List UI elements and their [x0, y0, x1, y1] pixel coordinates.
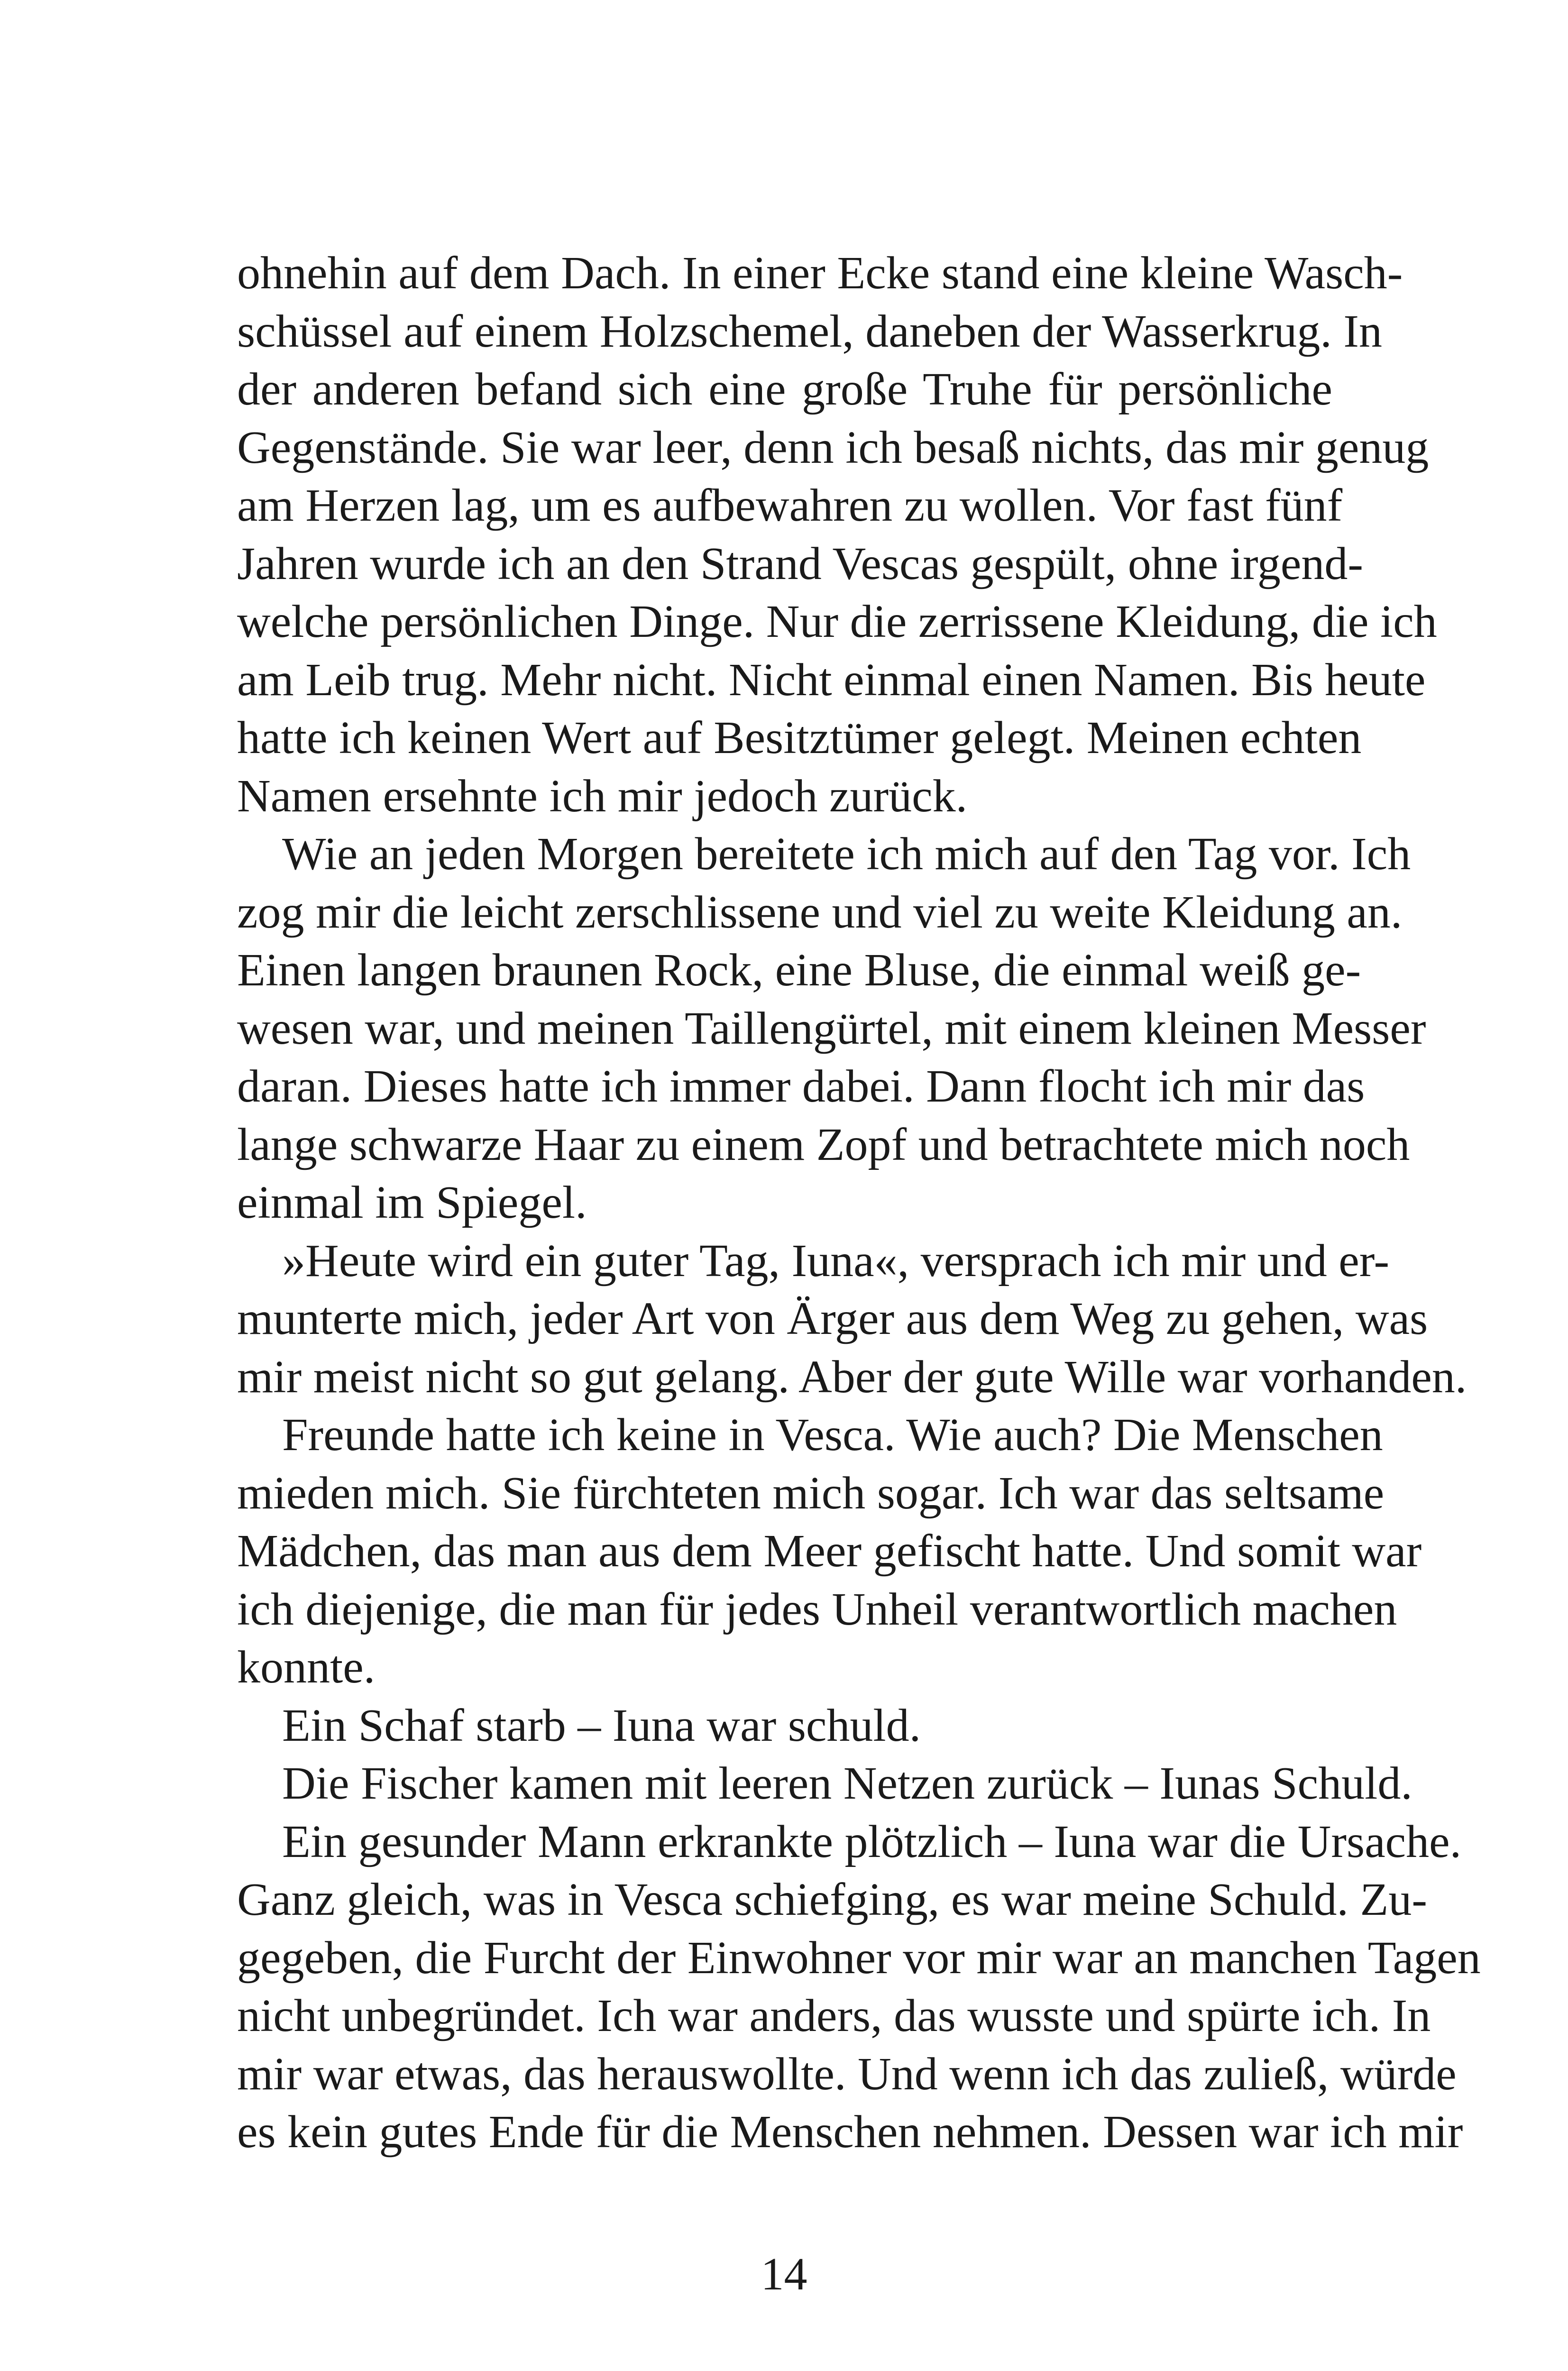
text-line: Ein gesunder Mann erkrankte plötzlich – Iuna war die Ursache. [282, 1816, 1462, 1867]
text-line: konnte. [237, 1642, 376, 1693]
text-line: ohnehin auf dem Dach. In einer Ecke stand eine kleine Wasch- [237, 248, 1403, 299]
text-line: mir war etwas, das herauswollte. Und wenn ich das zuließ, würde [237, 2049, 1457, 2100]
text-line: Einen langen braunen Rock, eine Bluse, die einmal weiß ge- [237, 945, 1361, 996]
text-line: hatte ich keinen Wert auf Besitztümer gelegt. Meinen echten [237, 712, 1362, 763]
text-line: Gegenstände. Sie war leer, denn ich besaß nichts, das mir genug [237, 422, 1429, 473]
text-line: Jahren wurde ich an den Strand Vescas gespült, ohne irgend- [237, 538, 1363, 589]
text-line: mir meist nicht so gut gelang. Aber der gute Wille war vorhanden. [237, 1351, 1467, 1403]
text-line: der anderen befand sich eine große Truhe für persönliche [237, 364, 1332, 415]
text-line: zog mir die leicht zerschlissene und viel zu weite Kleidung an. [237, 887, 1403, 938]
page-number: 14 [761, 2249, 807, 2300]
text-line: munterte mich, jeder Art von Ärger aus dem Weg zu gehen, was [237, 1293, 1428, 1344]
text-line: wesen war, und meinen Taillengürtel, mit einem kleinen Messer [237, 1003, 1426, 1054]
text-line: einmal im Spiegel. [237, 1177, 587, 1228]
text-line: gegeben, die Furcht der Einwohner vor mir war an manchen Tagen [237, 1932, 1481, 1984]
text-line: mieden mich. Sie fürchteten mich sogar. Ich war das seltsame [237, 1468, 1385, 1519]
text-line: Namen ersehnte ich mir jedoch zurück. [237, 771, 968, 822]
text-line: Ganz gleich, was in Vesca schiefging, es war meine Schuld. Zu- [237, 1874, 1428, 1925]
text-line: am Leib trug. Mehr nicht. Nicht einmal einen Namen. Bis heute [237, 654, 1426, 706]
text-line: Die Fischer kamen mit leeren Netzen zurück – Iunas Schuld. [282, 1758, 1412, 1809]
text-line: ich diejenige, die man für jedes Unheil verantwortlich machen [237, 1584, 1397, 1635]
text-line: es kein gutes Ende für die Menschen nehmen. Dessen war ich mir [237, 2106, 1463, 2158]
text-line: Ein Schaf starb – Iuna war schuld. [282, 1700, 921, 1751]
text-line: »Heute wird ein guter Tag, Iuna«, versprach ich mir und er- [282, 1235, 1390, 1287]
text-line: daran. Dieses hatte ich immer dabei. Dann flocht ich mir das [237, 1061, 1365, 1112]
text-line: am Herzen lag, um es aufbewahren zu wollen. Vor fast fünf [237, 480, 1343, 531]
text-line: lange schwarze Haar zu einem Zopf und betrachtete mich noch [237, 1119, 1410, 1170]
text-line: Freunde hatte ich keine in Vesca. Wie auch? Die Menschen [282, 1409, 1383, 1461]
text-line: welche persönlichen Dinge. Nur die zerrissene Kleidung, die ich [237, 596, 1437, 647]
text-line: Wie an jeden Morgen bereitete ich mich auf den Tag vor. Ich [282, 828, 1411, 880]
text-line: nicht unbegründet. Ich war anders, das wusste und spürte ich. In [237, 1990, 1431, 2041]
text-line: schüssel auf einem Holzschemel, daneben der Wasserkrug. In [237, 306, 1382, 357]
text-line: Mädchen, das man aus dem Meer gefischt hatte. Und somit war [237, 1526, 1422, 1577]
